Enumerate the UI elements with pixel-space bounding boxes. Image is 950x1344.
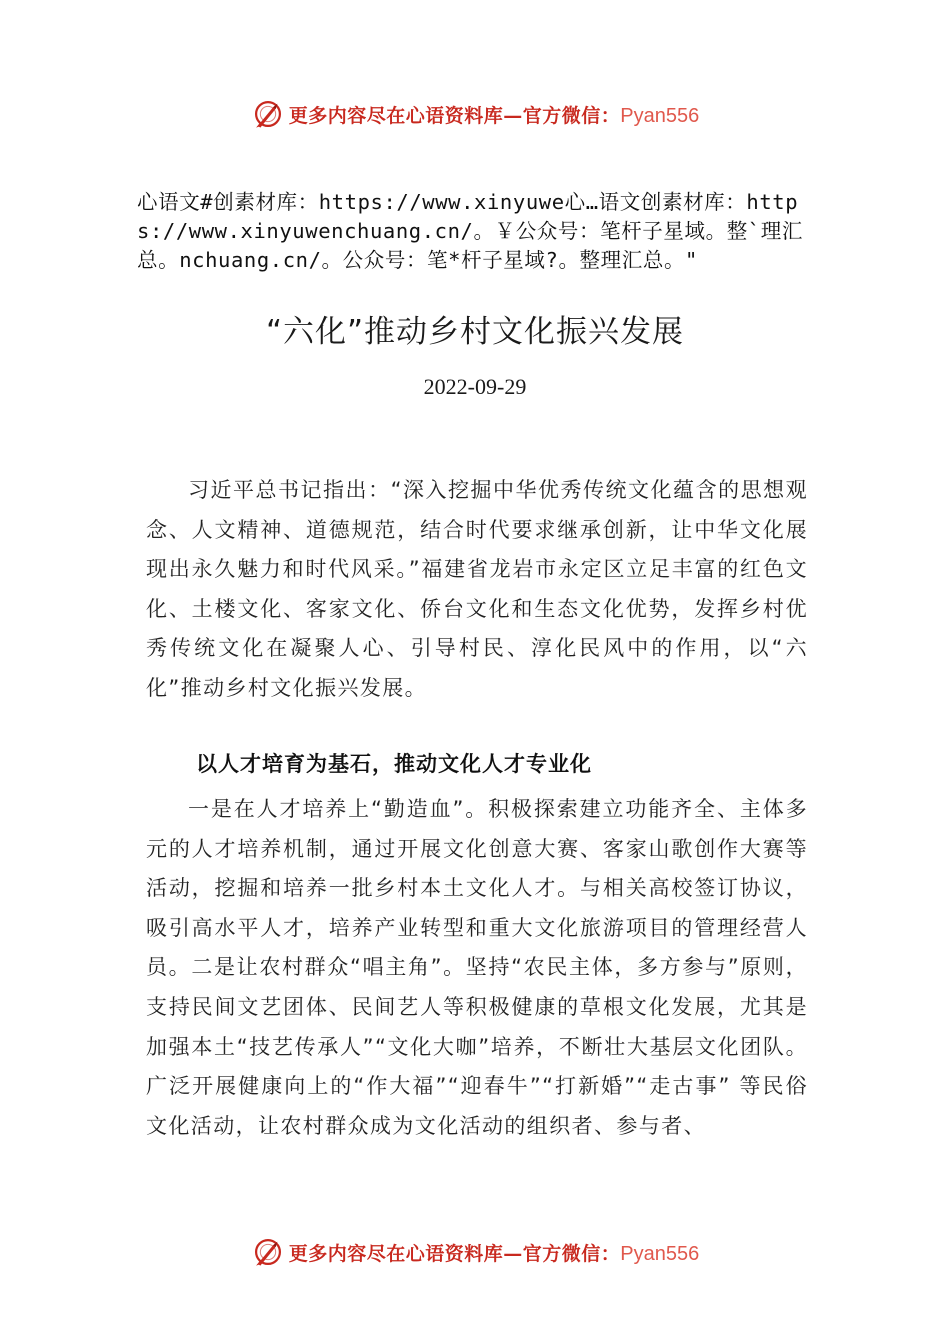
footer-banner bbox=[0, 1232, 950, 1272]
banner-wechat-label: 官方微信： bbox=[522, 104, 621, 127]
paragraph-intro: 习近平总书记指出：“深入挖掘中华优秀传统文化蕴含的思想观念、人文精神、道德规范，结合时代要求继承创新，让中华文化展现出永久魅力和时代风采。”福建省龙岩市永定区立足丰富的红色文化、土楼文化、客家文化、侨台文化和生态文化优势，发挥乡村优秀传统文化在凝聚人心、引导村民、淳化民风中的作用，以“六化”推动乡村文化振兴发展。 bbox=[146, 478, 808, 700]
banner-slogan: 更多内容尽在心语资料库 bbox=[288, 1242, 504, 1265]
banner-wechat-id: Pyan556 bbox=[620, 1242, 700, 1265]
article-date: 2022-09-29 bbox=[423, 374, 527, 399]
banner-dash: — bbox=[503, 1242, 523, 1265]
pen-logo-icon bbox=[251, 97, 285, 131]
banner-slogan: 更多内容尽在心语资料库 bbox=[288, 104, 504, 127]
banner-text bbox=[289, 101, 700, 128]
header-banner bbox=[0, 94, 950, 134]
banner-wechat-label: 官方微信： bbox=[522, 1242, 621, 1265]
pen-logo-icon bbox=[251, 1235, 285, 1269]
banner-wechat-id: Pyan556 bbox=[620, 104, 700, 127]
paragraph-talent: 一是在人才培养上“勤造血”。积极探索建立功能齐全、主体多元的人才培养机制，通过开展文化创意大赛、客家山歌创作大赛等活动，挖掘和培养一批乡村本土文化人才。与相关高校签订协议，吸引高水平人才，培养产业转型和重大文化旅游项目的管理经营人员。二是让农村群众“唱主角”。坚持“农民主体，多方参与”原则，支持民间文艺团体、民间艺人等积极健康的草根文化发展，尤其是加强本土“技艺传承人”“文化大咖”培养，不断壮大基层文化团队。广泛开展健康向上的“作大福”“迎春牛”“打新婚”“走古事” 等民俗文化活动，让农村群众成为文化活动的组织者、参与者、 bbox=[146, 797, 808, 1138]
banner-text bbox=[289, 1239, 700, 1266]
section-heading: 以人才培育为基石，推动文化人才专业化 bbox=[196, 752, 592, 776]
article-title: “六化”推动乡村文化振兴发展 bbox=[265, 314, 685, 350]
watermark-text: 心语文#创素材库：https://www.xinyuwe心…语文创素材库：https://www.xinyuwenchuang.cn/。￥公众号：笔杆子星域。整`理汇总。nchuang.cn/。公众号：笔*杆子星域?。整理汇总。" bbox=[137, 190, 803, 272]
banner-dash: — bbox=[503, 104, 523, 127]
